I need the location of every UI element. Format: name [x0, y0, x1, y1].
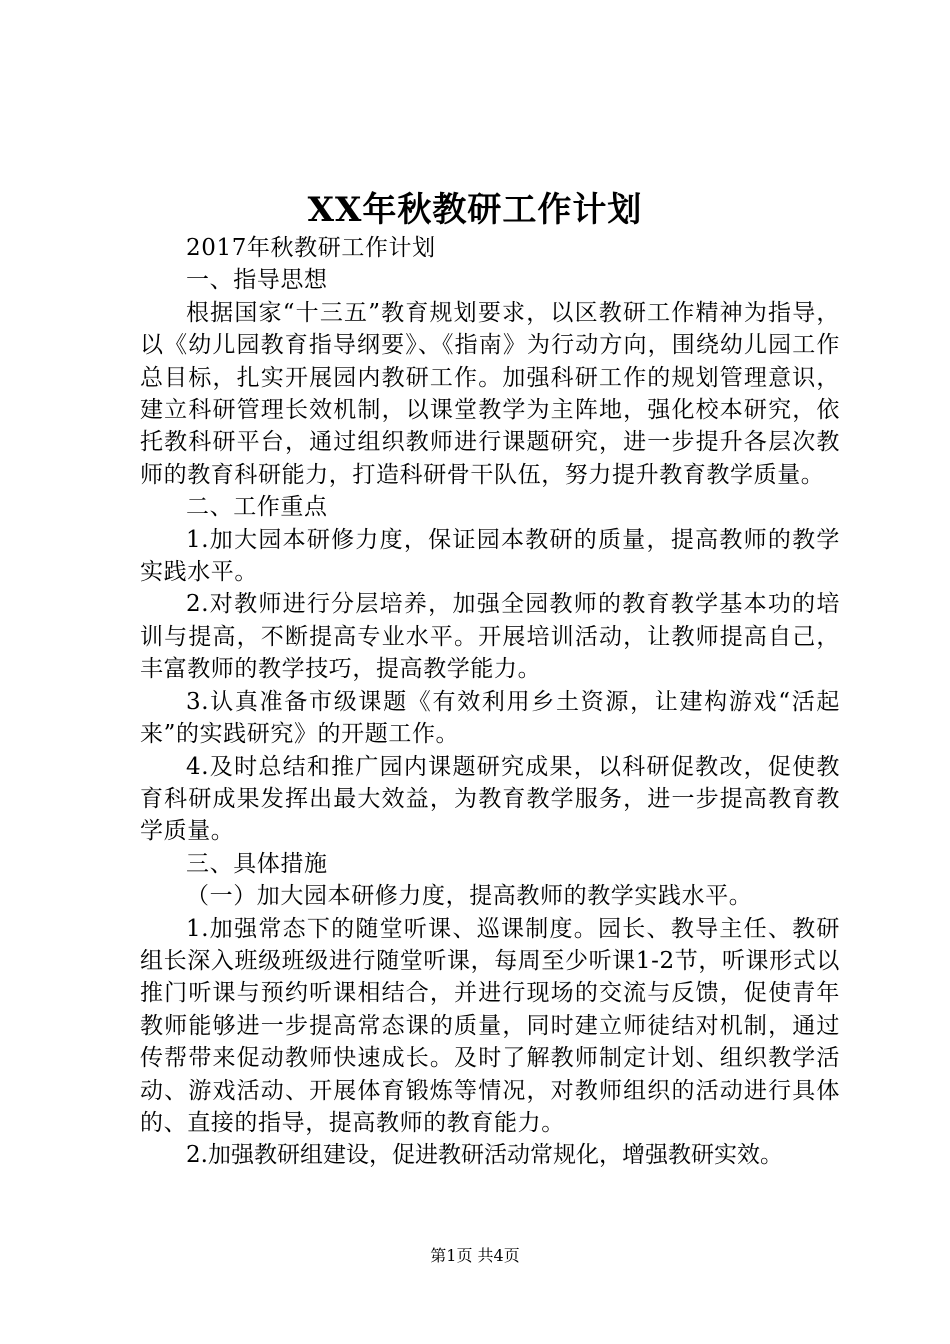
paragraph-focus-1: 1.加大园本研修力度，保证园本教研的质量，提高教师的教学实践水平。: [140, 526, 840, 586]
paragraph-focus-3: 3.认真准备市级课题《有效利用乡土资源，让建构游戏“活起来”的实践研究》的开题工作。: [140, 688, 840, 748]
page-number: 第1页 共4页: [430, 1246, 520, 1265]
page-title: XX年秋教研工作计划: [307, 190, 643, 230]
section-heading-specific-measures: 三、具体措施: [186, 850, 328, 877]
subtitle-line: 2017年秋教研工作计划: [186, 235, 436, 261]
paragraph-guiding-ideology: 根据国家“十三五”教育规划要求，以区教研工作精神为指导，以《幼儿园教育指导纲要》、《指南》为行动方向，围绕幼儿园工作总目标，扎实开展园内教研工作。加强科研工作的规划管理意识，建立科研管理长效机制，以课堂教学为主阵地，强化校本研究，依托教科研平台，通过组织教师进行课题研究，进一步提升各层次教师的教育科研能力，打造科研骨干队伍，努力提升教育教学质量。: [140, 299, 840, 488]
section-heading-work-focus: 二、工作重点: [186, 494, 328, 521]
paragraph-measure-1: 1.加强常态下的随堂听课、巡课制度。园长、教导主任、教研组长深入班级班级进行随堂听课，每周至少听课1-2节，听课形式以推门听课与预约听课相结合，并进行现场的交流与反馈，促使青年教师能够进一步提高常态课的质量，同时建立师徒结对机制，通过传帮带来促动教师快速成长。及时了解教师制定计划、组织教学活动、游戏活动、开展体育锻炼等情况，对教师组织的活动进行具体的、直接的指导，提高教师的教育能力。: [140, 915, 840, 1136]
document-body: [140, 232, 840, 1172]
section-heading-guiding-ideology: 一、指导思想: [186, 267, 328, 294]
subsection-heading-1: （一）加大园本研修力度，提高教师的教学实践水平。: [186, 883, 753, 910]
paragraph-measure-2: 2.加强教研组建设，促进教研活动常规化，增强教研实效。: [186, 1142, 783, 1169]
paragraph-focus-2: 2.对教师进行分层培养，加强全园教师的教育教学基本功的培训与提高，不断提高专业水平。开展培训活动，让教师提高自己，丰富教师的教学技巧，提高教学能力。: [140, 591, 840, 683]
paragraph-focus-4: 4.及时总结和推广园内课题研究成果，以科研促教改，促使教育科研成果发挥出最大效益，为教育教学服务，进一步提高教育教学质量。: [140, 753, 840, 845]
